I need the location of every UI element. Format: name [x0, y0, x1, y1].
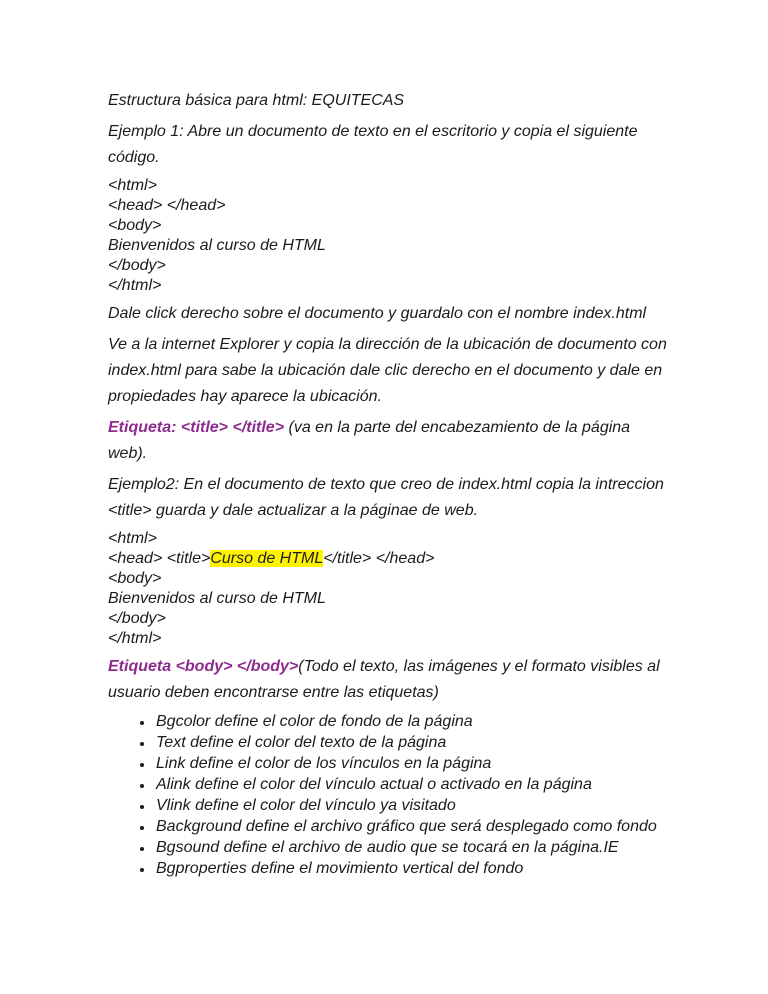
paragraph-ve-internet: Ve a la internet Explorer y copia la dirección de la ubicación de documento con index.html para sabe la ubicación dale clic derecho en el documento y dale en propiedades hay aparece la ubicación.: [108, 336, 667, 405]
list-item-vlink: • Vlink define el color del vínculo ya visitado: [154, 795, 668, 816]
paragraph-dale-click: Dale click derecho sobre el documento y guardalo con el nombre index.html: [108, 305, 647, 322]
code-line-welcome: Bienvenidos al curso de HTML: [108, 237, 326, 254]
list-item-bgsound: • Bgsound define el archivo de audio que se tocará en la página.IE: [154, 837, 668, 858]
code-line-body-open: <body>: [108, 570, 162, 587]
code-line-head: <head> </head>: [108, 197, 226, 214]
code-head-title-pre: <head> <title>: [108, 550, 211, 567]
paragraph-etiqueta-title: [108, 415, 668, 467]
code-block-2: [108, 529, 668, 649]
list-item-background: • Background define el archivo gráfico que será desplegado como fondo: [154, 816, 668, 837]
list-item-bgcolor: • Bgcolor define el color de fondo de la página: [154, 711, 668, 732]
code-line-body-open: <body>: [108, 217, 162, 234]
code-line-html-open: <html>: [108, 530, 157, 547]
code-block-1: [108, 176, 668, 296]
code-line-html-open: <html>: [108, 177, 157, 194]
etiqueta-body-rest: (Todo el texto, las imágenes y el formato visibles al usuario deben encontrarse entre las etiquetas): [108, 658, 660, 701]
code-head-title-post: </title> </head>: [323, 550, 435, 567]
etiqueta-title-lead: Etiqueta: <title> </title>: [108, 419, 285, 436]
etiqueta-title-rest: (va en la parte del encabezamiento de la página web).: [108, 419, 631, 462]
paragraph-etiqueta-body: [108, 654, 668, 706]
list-item-link: • Link define el color de los vínculos en la página: [154, 753, 668, 774]
highlighted-text: Curso de HTML: [210, 550, 324, 567]
document-title: Estructura básica para html: EQUITECAS: [108, 92, 405, 109]
list-item-bgproperties: • Bgproperties define el movimiento vertical del fondo: [154, 858, 668, 879]
list-item-alink: • Alink define el color del vínculo actual o activado en la página: [154, 774, 668, 795]
paragraph-ejemplo1: Ejemplo 1: Abre un documento de texto en el escritorio y copia el siguiente código.: [108, 123, 638, 166]
code-line-html-close: </html>: [108, 630, 162, 647]
code-line-html-close: </html>: [108, 277, 162, 294]
paragraph-ejemplo2: Ejemplo2: En el documento de texto que creo de index.html copia la intreccion <title> guarda y dale actualizar a la páginae de web.: [108, 476, 664, 519]
list-item-text: • Text define el color del texto de la página: [154, 732, 668, 753]
code-line-welcome: Bienvenidos al curso de HTML: [108, 590, 326, 607]
etiqueta-body-lead: Etiqueta <body> </body>: [108, 658, 299, 675]
body-attributes-list: [108, 711, 668, 879]
code-line-body-close: </body>: [108, 610, 166, 627]
code-line-head-title: [108, 549, 668, 569]
code-line-body-close: </body>: [108, 257, 166, 274]
